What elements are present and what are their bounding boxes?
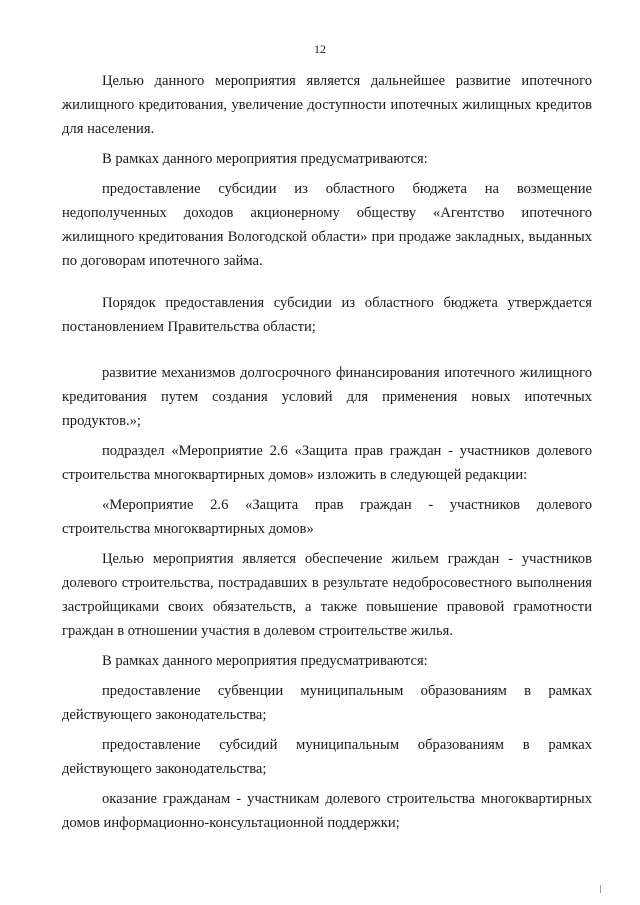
document-body bbox=[62, 69, 592, 841]
paragraph-long-term-financing: развитие механизмов долгосрочного финансирования ипотечного жилищного кредитования путем создания условий для применения новых ипотечных продуктов.»; bbox=[62, 365, 592, 429]
paragraph-subsidy-procedure: Порядок предоставления субсидии из областного бюджета утверждается постановлением Правительства области; bbox=[62, 295, 592, 335]
paragraph-subvention: предоставление субвенции муниципальным образованиям в рамках действующего законодательства; bbox=[62, 683, 592, 723]
paragraph-goal-mortgage: Целью данного мероприятия является дальнейшее развитие ипотечного жилищного кредитования, увеличение доступности ипотечных жилищных кредитов для населения. bbox=[62, 73, 592, 137]
paragraph-provisions-intro: В рамках данного мероприятия предусматриваются: bbox=[102, 151, 428, 167]
paragraph-measure-title: «Мероприятие 2.6 «Защита прав граждан - участников долевого строительства многоквартирных домов» bbox=[62, 497, 592, 537]
paragraph-subsidies-municipal: предоставление субсидий муниципальным образованиям в рамках действующего законодательства; bbox=[62, 737, 592, 777]
paragraph-goal-shared-construction: Целью мероприятия является обеспечение жильем граждан - участников долевого строительства, пострадавших в результате недобросовестного выполнения застройщиками своих обязательств, а также повышение правовой грамотности граждан в отношении участия в долевом строительстве жилья. bbox=[62, 551, 592, 639]
paragraph-subsidy-agency: предоставление субсидии из областного бюджета на возмещение недополученных доходов акционерному обществу «Агентство ипотечного жилищного кредитования Вологодской области» при продаже закладных, выданных по договорам ипотечного займа. bbox=[62, 181, 592, 269]
paragraph-provisions-intro-2: В рамках данного мероприятия предусматриваются: bbox=[102, 653, 428, 669]
page-number: 12 bbox=[314, 42, 326, 56]
scan-edge-mark bbox=[600, 885, 601, 893]
paragraph-consulting-support: оказание гражданам - участникам долевого строительства многоквартирных домов информационно-консультационной поддержки; bbox=[62, 791, 592, 831]
paragraph-subsection-amendment: подраздел «Мероприятие 2.6 «Защита прав граждан - участников долевого строительства многоквартирных домов» изложить в следующей редакции: bbox=[62, 443, 592, 483]
